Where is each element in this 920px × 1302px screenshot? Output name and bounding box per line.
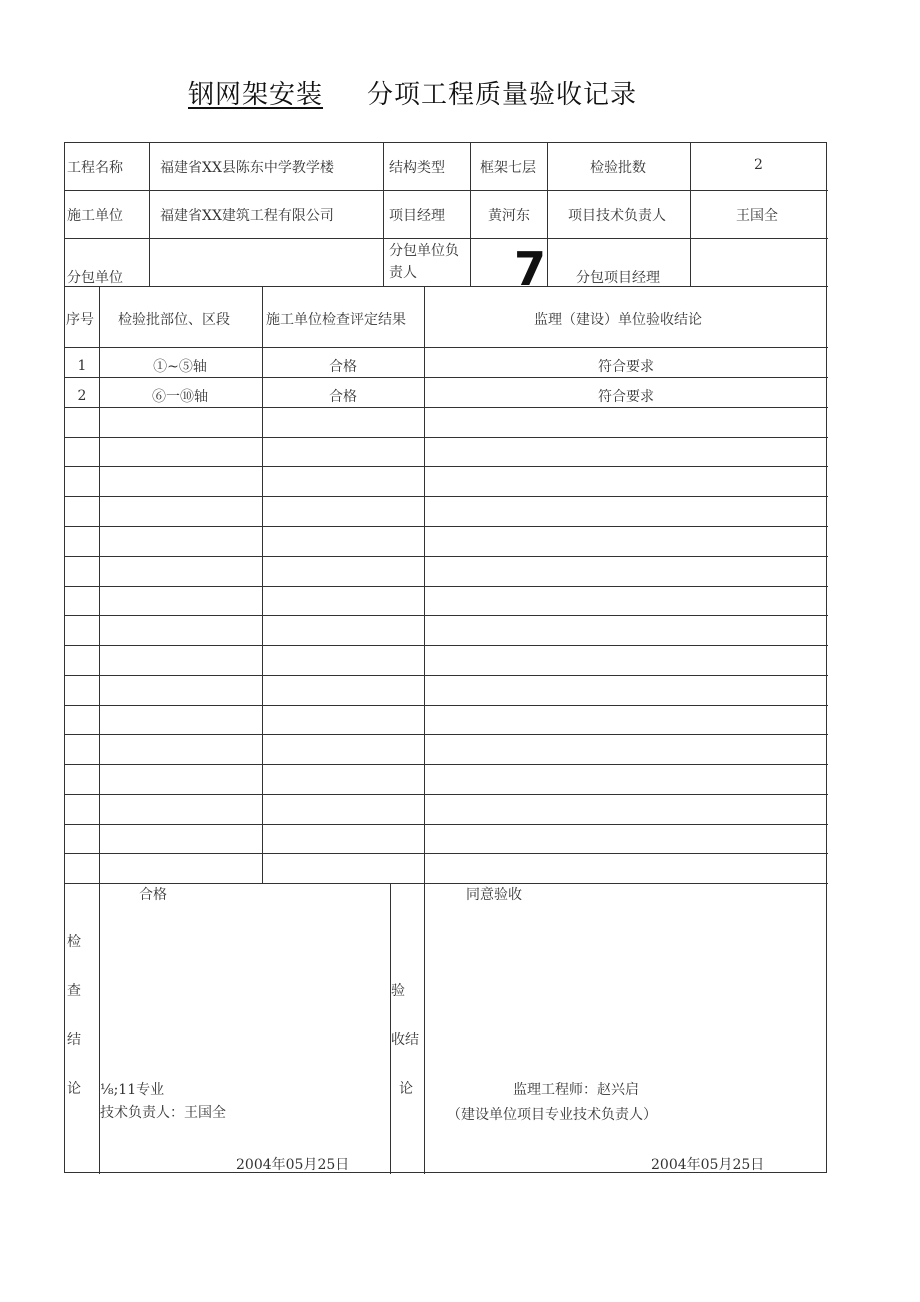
contractor-label: 施工单位 (67, 208, 123, 224)
col-header-location: 检验批部位、区段 (118, 312, 230, 328)
tech-lead-label: 项目技术负责人 (568, 208, 666, 224)
check-label-char: 查 (67, 983, 81, 999)
project-name-value: 福建省XX县陈东中学教学楼 (160, 160, 334, 176)
col-divider (383, 143, 384, 286)
row-divider (65, 238, 828, 239)
row-divider (65, 190, 828, 191)
row-divider (65, 824, 828, 825)
row-location: ①~⑤轴 (153, 359, 207, 375)
pm-label: 项目经理 (389, 208, 445, 224)
check-text: 合格 (139, 887, 167, 903)
row-divider (65, 496, 828, 497)
batch-count-label: 检验批数 (590, 160, 646, 176)
accept-sign-line-2: （建设单位项目专业技术负责人） (447, 1107, 657, 1123)
row-result: 合格 (329, 389, 357, 405)
row-divider (65, 615, 828, 616)
row-conclusion: 符合要求 (598, 359, 654, 375)
structure-type-label: 结构类型 (389, 160, 445, 176)
row-divider (65, 437, 828, 438)
accept-date: 2004年05月25日 (651, 1157, 765, 1173)
row-divider (65, 853, 828, 854)
col-divider (690, 143, 691, 286)
row-divider (65, 883, 828, 884)
col-divider (149, 143, 150, 286)
title-part-2: 分项工程质量验收记录 (367, 80, 638, 110)
col-divider (424, 286, 425, 1174)
accept-label-1: 验 (391, 983, 405, 999)
col-header-supervisor-result: 监理（建设）单位验收结论 (534, 312, 702, 328)
accept-label-2: 收结 (391, 1032, 419, 1048)
accept-label-3: 论 (399, 1081, 413, 1097)
check-label-char: 结 (67, 1032, 81, 1048)
row-divider (65, 645, 828, 646)
row-divider (65, 407, 828, 408)
batch-count-value: 2 (754, 157, 763, 173)
row-divider (65, 675, 828, 676)
row-divider (65, 794, 828, 795)
row-divider (65, 347, 828, 348)
row-divider (65, 286, 828, 287)
row-divider (65, 764, 828, 765)
row-result: 合格 (329, 359, 357, 375)
col-divider (470, 143, 471, 286)
sub-unit-head-label-2: 责人 (389, 265, 417, 281)
row-seq: 1 (77, 358, 87, 374)
record-form (64, 142, 827, 1173)
sub-unit-label: 分包单位 (67, 270, 123, 286)
check-date: 2004年05月25日 (236, 1157, 350, 1173)
check-sign-line-2: 技术负责人：王国全 (100, 1105, 226, 1121)
col-header-contractor-result: 施工单位检查评定结果 (266, 312, 406, 328)
sub-unit-head-label: 分包单位负 (389, 243, 459, 259)
row-divider (65, 466, 828, 467)
sub-pm-label: 分包项目经理 (576, 270, 660, 286)
row-divider (65, 526, 828, 527)
accept-text: 同意验收 (466, 887, 522, 903)
row-divider (65, 556, 828, 557)
page-title (188, 74, 637, 111)
col-divider (262, 286, 263, 883)
row-seq: 2 (77, 388, 87, 404)
row-location: ⑥一⑩轴 (152, 389, 208, 405)
col-header-seq: 序号 (66, 312, 94, 328)
check-label-char: 检 (67, 934, 81, 950)
project-name-label: 工程名称 (67, 160, 123, 176)
col-divider (547, 143, 548, 286)
check-sign-line-1: ⅛;11专业 (100, 1082, 165, 1098)
row-divider (65, 377, 828, 378)
row-divider (65, 705, 828, 706)
row-divider (65, 734, 828, 735)
title-part-1: 钢网架安装 (188, 80, 324, 110)
structure-type-value: 框架七层 (480, 160, 536, 176)
tech-lead-value: 王国全 (736, 208, 778, 224)
contractor-value: 福建省XX建筑工程有限公司 (160, 208, 334, 224)
handwritten-mark: 7 (514, 242, 547, 296)
accept-sign-line-1: 监理工程师：赵兴启 (513, 1082, 639, 1098)
row-divider (65, 586, 828, 587)
pm-value: 黄河东 (488, 208, 530, 224)
row-conclusion: 符合要求 (598, 389, 654, 405)
col-divider (99, 286, 100, 1174)
check-label-char: 论 (67, 1081, 81, 1097)
